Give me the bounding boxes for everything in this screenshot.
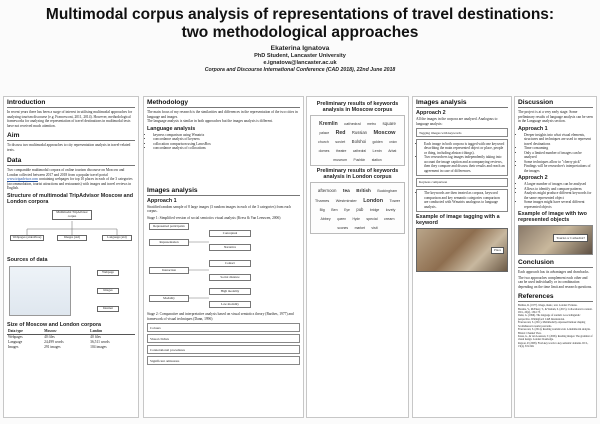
data-text-part1: Two comparable multimodal corpora of online tourism discourse on Moscow and London collected between 2017 and 2018 from a popular travel portal — [7, 168, 125, 177]
list-item: • collocation comparison using LancsBox — [153, 142, 300, 147]
spacer — [147, 151, 300, 187]
size-heading: Size of Moscow and London corpora — [7, 321, 102, 328]
keyword-tag: Place — [491, 247, 504, 254]
cloud-word: Arbat — [388, 149, 397, 153]
tripadvisor-link[interactable]: www.tripadvisor.com — [7, 177, 38, 181]
source-internet: Internet — [97, 306, 119, 313]
prelim-moscow-heading: Preliminary results of keywords analysis in Moscow corpus — [316, 101, 399, 113]
images-approach1-heading: Images analysis — [147, 187, 300, 196]
cloud-word: Hyde — [352, 217, 360, 221]
list-item: • concordance analysis of keyness — [153, 137, 300, 142]
list-box: Visual clichés — [147, 334, 300, 343]
tree-node-images: Images (aid) — [57, 235, 87, 242]
cloud-word: lovely — [385, 208, 396, 212]
tagging-box: Tagging images with keywords — [416, 128, 508, 137]
table-cell: 24,499 words — [44, 339, 64, 344]
table-cell: Images — [8, 345, 19, 350]
discussion-heading: Discussion — [518, 99, 593, 108]
reference-item: Kress, G., & van Leeuwen, T. (2006). Reading images: The grammar of visual design. London: Routledge. — [518, 335, 593, 342]
list-item: • Two researchers tag images independently taking into account the image caption and accompanying reviews, then they compare and discuss their results and reach an agreement in case of differences. — [424, 155, 505, 173]
column-2 — [143, 96, 304, 418]
cloud-word: Ben — [331, 208, 338, 212]
list-box: Significant omissions — [147, 356, 300, 365]
cloud-word: afternoon — [317, 188, 337, 193]
tree-root: Multimodal TripAdvisor corpus — [52, 210, 92, 221]
cloud-word: Moscow — [373, 130, 396, 136]
two-objects-photo — [518, 225, 593, 255]
methodology-heading: Methodology — [147, 99, 300, 108]
list-item: • keyness comparison using Wmatrix — [153, 133, 300, 138]
box-interaction: Interaction — [149, 267, 189, 274]
cloud-word: Eye — [344, 208, 350, 212]
list-item: • The keywords are then treated as corpora, keyword comparison and key semantic categories comparison are conducted with Wmatrix analogous to language analysis. — [424, 191, 505, 209]
table-cell: 104 images — [90, 345, 107, 350]
cloud-word: square — [382, 121, 396, 126]
conclusion-text-2: The two approaches complement each other and can be used individually or in combination depending on the time limit and research questions. — [518, 275, 593, 289]
intro-heading: Introduction — [7, 99, 135, 108]
approach2-text: All the images in the corpora are analysed. Analogous to language analysis: — [416, 117, 498, 126]
box-representation: Representation — [149, 239, 189, 246]
box-modality: Modality — [149, 295, 189, 302]
reference-item: Rayson, P. (2008). From key words to key semantic domains. IJCL, 13(4), 519-549. — [518, 342, 589, 349]
column-4 — [412, 96, 512, 418]
cloud-word: onion — [389, 140, 397, 144]
sources-diagram — [7, 264, 135, 320]
cloud-word: bridge — [369, 208, 380, 212]
stage1-text: Stage 1: Simplified version of social semiotics visual analysis (Kress & Van Leeuwen, 2006) — [147, 215, 281, 220]
box-represented-participants: Represented participants — [149, 223, 189, 230]
references-heading: References — [518, 293, 593, 302]
cloud-word: Bolshoi — [351, 139, 367, 144]
list-item: • Time consuming — [524, 146, 593, 151]
table-cell: 40 files — [90, 334, 101, 339]
intro-text: In recent years there has been a surge of interest in utilising multimodal approaches for analysing tourism discourse (e.g. Francesconi, 2011, 2014). However, methodological frameworks for analysing the representation of travel destinations in multimodal texts have not received much attention. — [7, 110, 133, 128]
language-analysis-heading: Language analysis — [147, 125, 196, 132]
table-header: Moscow — [43, 329, 89, 335]
reference-item: Brezina, V., McEnery, T., & Wattam, S. (2015). Collocations in context. IJCL, 20(2), 139-173. — [518, 307, 593, 314]
data-text — [7, 168, 135, 191]
poster-title-line2: two methodological approaches — [181, 24, 419, 41]
cloud-word: market — [354, 226, 365, 230]
cloud-word: special — [366, 217, 378, 221]
cloud-word: Abbey — [320, 217, 331, 221]
methodology-text: The main focus of my research is the similarities and differences in the representation of the two cities in language and images. — [147, 110, 298, 119]
cloud-word: Lenin — [372, 149, 382, 153]
methodology-text-2: The language analysis is similar in both approaches but the images analysis is different. — [147, 119, 273, 123]
table-header: London — [89, 329, 135, 335]
cloud-word: station — [371, 158, 382, 162]
stage2-text: Stage 2: Comparative and interpretative analysis based on visual semiotics theory (Barthes, 1977) and framework of visual techniques (Dann, 1996) — [147, 312, 294, 321]
table-cell: Language — [8, 339, 23, 344]
cloud-word: domes — [318, 149, 330, 153]
tagging-details-box — [416, 139, 508, 176]
table-cell: 40 files — [44, 334, 55, 339]
box-high-modality: High modality — [209, 288, 251, 295]
approach2-subheading: Approach 2 — [416, 110, 446, 116]
keyness-box: Keyness comparison — [416, 178, 508, 187]
poster-header — [0, 6, 600, 73]
cloud-word: Buckingham — [377, 189, 398, 193]
reference-item: Francesconi, S. (2014). Reading tourism texts: A multimodal analysis. Bristol: Channel View. — [518, 328, 591, 335]
corpus-size-table — [7, 329, 135, 350]
tagging-example-heading: Example of image tagging with a keyword — [416, 213, 500, 226]
cloud-word: Big — [319, 208, 325, 212]
tree-node-language: Language (aid) — [102, 235, 132, 242]
list-item: • Analysis might produce different keywords for the same represented object — [524, 191, 593, 200]
discussion-approach1-heading: Approach 1 — [518, 125, 548, 132]
list-item: • Some techniques allow to "cherry pick" — [524, 160, 593, 165]
keyness-details-box — [416, 189, 508, 212]
list-item: • Allows to identify and compare patterns — [524, 187, 593, 192]
cloud-word: golden — [372, 140, 383, 144]
box-narrative: Narrative — [209, 244, 251, 251]
box-contact: Contact — [209, 260, 251, 267]
author-email[interactable]: e.ignatova@lancaster.ac.uk — [263, 60, 337, 66]
cloud-word: soviet — [335, 140, 346, 144]
list-item: • Only a limited number of images can be analysed — [524, 151, 593, 160]
images-approach2-heading: Images analysis — [416, 99, 508, 108]
cloud-word: museum — [333, 158, 348, 162]
cloud-word: Kremlin — [319, 121, 338, 127]
list-item: • Some images might have several different represented objects — [524, 200, 593, 209]
cloud-word: cathedral — [352, 149, 367, 153]
list-item: • Findings will be researcher's interpretations of the images — [524, 164, 593, 173]
cloud-word: Tower — [389, 198, 401, 203]
list-box: Colours — [147, 323, 300, 332]
moscow-word-cloud — [310, 115, 405, 166]
cloud-word: British — [356, 188, 371, 193]
data-text-part2: containing webpages for top 10 places in each of the 3 categories (accommodation, tourist attractions and restaurants) with images and travel reviews in English. — [7, 177, 133, 190]
two-objects-heading: Example of image with two represented objects — [518, 211, 587, 223]
corpus-structure-diagram — [7, 207, 135, 255]
tagging-example-photo — [416, 228, 508, 272]
author-name: Ekaterina Ignatova — [270, 45, 330, 52]
table-header: Data type — [7, 329, 43, 335]
list-item: • concordance analysis of collocations — [153, 146, 300, 151]
table-cell: 291 images — [44, 345, 61, 350]
reference-item: Barthes, R. (1977). Image, music, text. London: Fontana. — [518, 304, 578, 307]
tree-node-webpages: Webpages (aided/free) — [10, 235, 44, 242]
cloud-word: Russian — [351, 130, 368, 135]
approach1-subheading: Approach 1 — [147, 197, 177, 204]
author-role: PhD Student, Lancaster University — [254, 53, 346, 59]
cloud-word: Thames — [314, 198, 330, 203]
cloud-word: cathedral — [344, 121, 361, 126]
cloud-word: palace — [319, 131, 330, 135]
approach1-list — [518, 133, 593, 174]
cloud-word: cream — [383, 217, 395, 221]
table-cell: 36,511 words — [90, 339, 110, 344]
conclusion-text: Each approach has its advantages and drawbacks. — [518, 270, 590, 274]
cloud-word: Red — [335, 130, 346, 136]
prelim-london-heading: Preliminary results of keywords analysis in London corpus — [316, 168, 399, 180]
sources-heading: Sources of data — [7, 256, 48, 263]
column-1 — [3, 96, 139, 418]
references-list — [518, 304, 593, 349]
cloud-word: Westminster — [335, 199, 357, 203]
cloud-word: pub — [356, 207, 364, 212]
box-social-distance: Social distance — [209, 274, 251, 281]
reference-item: Dann, G. (1996). The language of tourism: A sociolinguistic perspective. Wallingford: CAB International. — [518, 314, 581, 321]
aim-heading: Aim — [7, 132, 135, 141]
discussion-approach2-heading: Approach 2 — [518, 175, 548, 181]
box-low-modality: Low modality — [209, 301, 251, 308]
question-tag: Tourist or Cathedral? — [553, 234, 588, 242]
table-cell: Webpages — [8, 334, 23, 339]
london-word-cloud — [310, 182, 405, 234]
approach1-text: Stratified random sample of 8 large images (3 random images in each of the 3 categories) from each corpus. — [147, 204, 291, 213]
cloud-word: theatre — [335, 149, 347, 153]
source-images: Images — [97, 288, 119, 295]
column-3 — [306, 96, 409, 418]
poster-title-line1: Multimodal corpus analysis of representations of travel destinations: — [45, 6, 555, 23]
reference-item: Francesconi, S. (2011). Multimodally expressed humour shaping Scottishness in tourist postcards. — [518, 321, 586, 328]
discussion-text: The project is at a very early stage. Some preliminary results of language analysis can be seen in the Language analysis section. — [518, 110, 593, 123]
list-item: • Deeper insights into what visual elements, structures and techniques are used to represent travel destinations — [524, 133, 593, 147]
cloud-word: visit — [371, 226, 378, 230]
box-conceptual: Conceptual — [209, 230, 251, 237]
cloud-word: Pushkin — [353, 158, 366, 162]
structure-heading: Structure of multimodal TripAdvisor Moscow and London corpora — [7, 192, 134, 205]
data-heading: Data — [7, 157, 135, 166]
tripadvisor-screenshot — [9, 266, 71, 316]
list-box: Connotational procedures — [147, 345, 300, 354]
cloud-word: church — [318, 140, 329, 144]
cloud-word: London — [363, 198, 384, 204]
approach2-list — [518, 182, 593, 209]
cloud-word: scones — [337, 226, 349, 230]
table-row — [7, 345, 135, 350]
source-webpage: Webpage — [97, 270, 119, 277]
language-analysis-list — [147, 133, 300, 151]
aim-text: To discuss two multimodal approaches to city representation analysis in travel-related texts. — [7, 143, 131, 152]
cloud-word: tea — [342, 189, 350, 194]
column-5 — [514, 96, 597, 418]
social-semiotics-diagram — [147, 222, 300, 310]
list-item: • A larger number of images can be analysed — [524, 182, 593, 187]
cloud-word: queen — [337, 217, 346, 221]
conference-line: Corpora and Discourse International Conference (CAD 2018), 22nd June 2018 — [204, 67, 396, 73]
list-item: • Each image in both corpora is tagged with one keyword describing the main represented object or place, people or thing, including abstract things). — [424, 142, 505, 156]
cloud-word: metro — [367, 122, 377, 126]
conclusion-heading: Conclusion — [518, 259, 593, 268]
